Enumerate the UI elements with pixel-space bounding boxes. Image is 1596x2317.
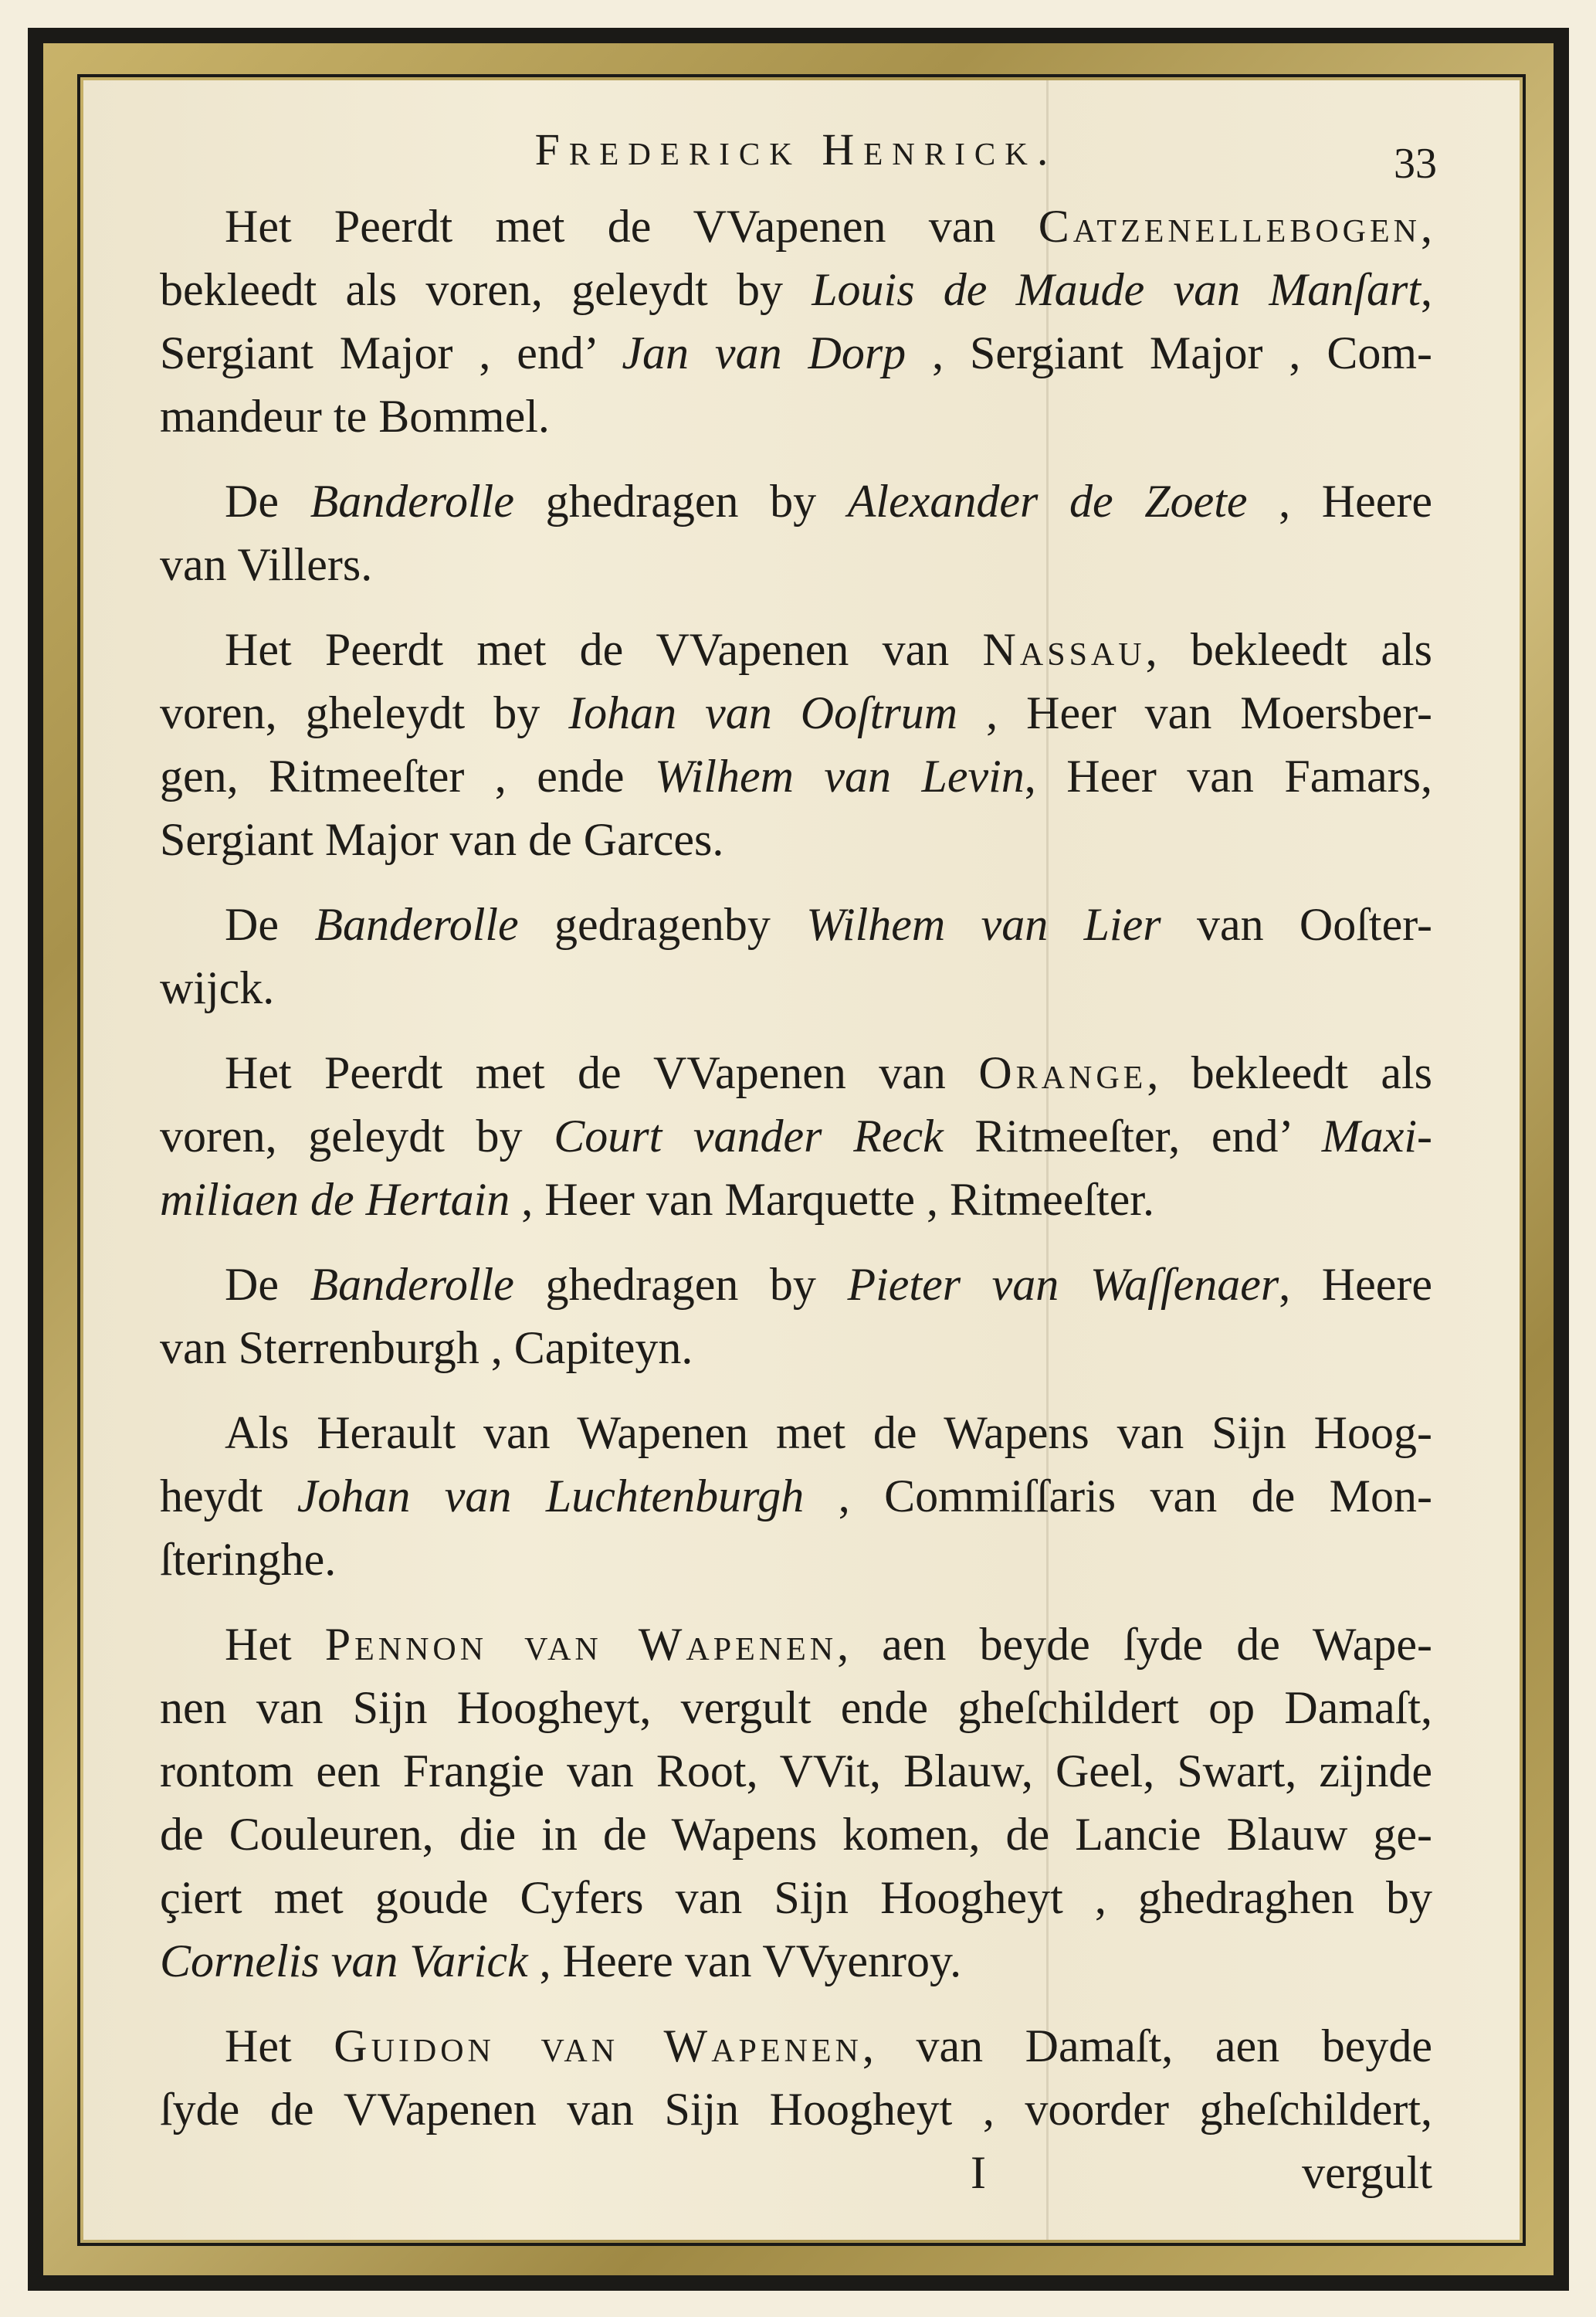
text-run: Ritmeeſter, end’ — [943, 1111, 1322, 1162]
small-caps-term: Orange — [978, 1047, 1147, 1098]
text-run: gen, Ritmeeſter , ende — [160, 751, 655, 802]
text-run: ſteringhe. — [160, 1534, 337, 1585]
italic-name: Maxi- — [1321, 1111, 1433, 1162]
small-caps-term: Nassau — [982, 624, 1146, 675]
text-run: voren, gheleydt by — [160, 687, 569, 738]
italic-name: Banderolle — [314, 899, 519, 950]
text-line — [160, 1316, 1432, 1379]
text-line — [160, 258, 1432, 321]
text-run: ghedragen by — [513, 476, 848, 527]
text-run: , Heere van VVyenroy. — [527, 1935, 962, 1986]
text-run: van Sterrenburgh , Capiteyn. — [160, 1322, 693, 1373]
italic-name: Iohan van Ooſtrum — [568, 687, 958, 738]
text-run: Het — [225, 1619, 325, 1670]
text-run: , Heere — [1247, 476, 1433, 527]
text-run: van Ooſter- — [1161, 899, 1432, 950]
small-caps-term: Guidon van Wapenen — [334, 2020, 862, 2071]
text-run: De — [225, 899, 315, 950]
text-run: , aen beyde ſyde de Wape- — [837, 1619, 1432, 1670]
text-run: nen van Sijn Hoogheyt, vergult ende gheſchildert op Damaſt, — [160, 1682, 1432, 1733]
text-line — [160, 1739, 1432, 1803]
italic-name: Wilhem van Levin — [654, 751, 1025, 802]
page-text — [160, 116, 1437, 2204]
italic-name: Wilhem van Lier — [806, 899, 1161, 950]
text-run: van Villers. — [160, 539, 373, 590]
text-run: Sergiant Major van de Garces. — [160, 814, 724, 865]
small-caps-term: Catzenellebogen — [1038, 201, 1421, 252]
text-line — [160, 195, 1432, 258]
paragraph — [160, 195, 1432, 448]
text-line — [160, 1104, 1432, 1168]
italic-name: Court vander Reck — [554, 1111, 944, 1162]
text-run: Het Peerdt met de VVapenen van — [225, 1047, 979, 1098]
page-number: 33 — [1394, 140, 1437, 188]
text-line — [160, 321, 1432, 385]
text-line — [160, 1613, 1432, 1676]
small-caps-term: Pennon van Wapenen — [324, 1619, 838, 1670]
text-line — [160, 956, 1432, 1019]
text-run: Het — [225, 2020, 334, 2071]
italic-name: Banderolle — [310, 476, 514, 527]
text-run: Het Peerdt met de VVapenen van — [225, 624, 983, 675]
text-line — [160, 1041, 1432, 1104]
text-run: De — [225, 476, 310, 527]
text-line — [160, 1401, 1432, 1464]
text-line — [160, 681, 1432, 745]
paragraph — [160, 470, 1432, 596]
text-run: mandeur te Bommel. — [160, 391, 550, 442]
text-line — [160, 1676, 1432, 1739]
text-run: de Couleuren, die in de Wapens komen, de Lancie Blauw ge- — [160, 1809, 1432, 1860]
paragraph — [160, 1401, 1432, 1591]
italic-name: Cornelis van Varick — [160, 1935, 528, 1986]
text-line — [160, 1866, 1432, 1929]
paragraph — [160, 2014, 1432, 2141]
text-run: wijck. — [160, 962, 275, 1013]
text-line — [160, 1929, 1432, 1993]
text-run: , Commiſſaris van de Mon- — [804, 1471, 1433, 1521]
signature-mark: I — [971, 2147, 986, 2198]
paragraph — [160, 893, 1432, 1019]
text-run: Als Herault van Wapenen met de Wapens van Sijn Hoog- — [225, 1407, 1432, 1458]
text-line — [160, 470, 1432, 533]
text-run: , van Damaſt, aen beyde — [862, 2020, 1432, 2071]
text-run: gedragenby — [518, 899, 807, 950]
text-run: De — [225, 1259, 310, 1310]
italic-name: Jan van Dorp — [622, 327, 906, 378]
paragraph — [160, 618, 1432, 871]
text-run: heydt — [160, 1471, 297, 1521]
paragraph — [160, 1613, 1432, 1993]
text-run: ghedragen by — [513, 1259, 848, 1310]
text-line — [160, 1803, 1432, 1866]
text-run: çiert met goude Cyfers van Sijn Hoogheyt , ghedraghen by — [160, 1872, 1432, 1923]
text-run: ſyde de VVapenen van Sijn Hoogheyt , voorder gheſchildert, — [160, 2084, 1432, 2135]
text-line — [160, 1528, 1432, 1591]
text-run: , Heere — [1279, 1259, 1433, 1310]
text-run: , — [1421, 201, 1432, 252]
paragraph — [160, 1041, 1432, 1231]
running-title: Frederick Henrick. — [534, 124, 1058, 175]
body-text — [160, 195, 1432, 2141]
text-run: Sergiant Major , end’ — [160, 327, 622, 378]
text-run: voren, geleydt by — [160, 1111, 554, 1162]
catchword: vergult — [1302, 2147, 1432, 2198]
text-run: , Sergiant Major , Com- — [906, 327, 1433, 378]
italic-name: Alexander de Zoete — [847, 476, 1248, 527]
italic-name: Pieter van Waſſenaer — [847, 1259, 1279, 1310]
text-run: Het Peerdt met de VVapenen van — [225, 201, 1039, 252]
text-line — [160, 618, 1432, 681]
text-run: , bekleedt als — [1145, 624, 1432, 675]
text-run: rontom een Frangie van Root, VVit, Blauw, Geel, Swart, zijnde — [160, 1745, 1432, 1796]
text-line — [160, 1168, 1432, 1231]
italic-name: Johan van Luchtenburgh — [296, 1471, 805, 1521]
page-footer — [160, 2141, 1432, 2204]
text-line — [160, 808, 1432, 871]
text-line — [160, 2014, 1432, 2078]
text-line — [160, 385, 1432, 448]
italic-name: Banderolle — [310, 1259, 514, 1310]
text-run: , Heer van Marquette , Ritmeeſter. — [510, 1174, 1154, 1225]
text-line — [160, 1464, 1432, 1528]
text-line — [160, 893, 1432, 956]
text-line — [160, 2078, 1432, 2141]
text-run: , bekleedt als — [1147, 1047, 1432, 1098]
paragraph — [160, 1253, 1432, 1379]
text-run: bekleedt als voren, geleydt by — [160, 264, 812, 315]
text-line — [160, 745, 1432, 808]
text-run: , Heer van Moersber- — [957, 687, 1433, 738]
text-line — [160, 533, 1432, 596]
italic-name: Louis de Maude van Manſart — [812, 264, 1421, 315]
italic-name: miliaen de Hertain — [160, 1174, 510, 1225]
page-header — [160, 116, 1437, 195]
text-line — [160, 1253, 1432, 1316]
text-run: , Heer van Famars, — [1024, 751, 1433, 802]
text-run: , — [1421, 264, 1432, 315]
